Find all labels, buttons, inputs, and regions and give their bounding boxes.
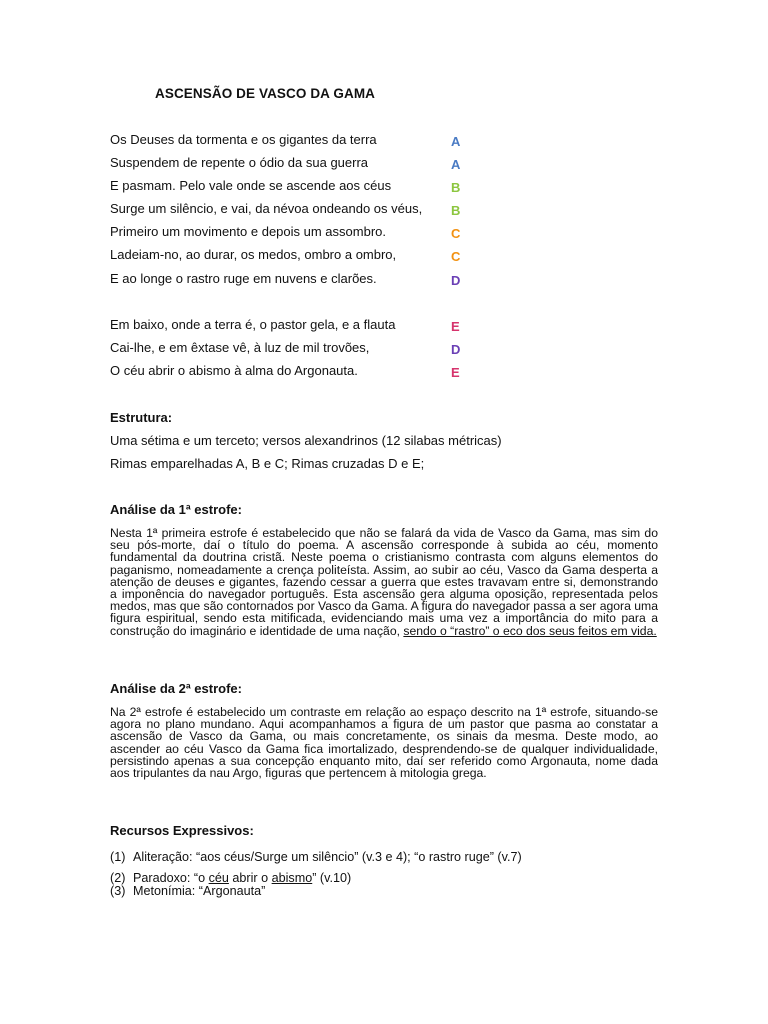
list-item (110, 885, 522, 898)
verse-3: E pasmam. Pelo vale onde se ascende aos céus (110, 178, 392, 193)
underlined-word: abismo (271, 871, 313, 885)
rhyme-mark-3: B (451, 180, 461, 195)
verse-4: Surge um silêncio, e vai, da névoa ondeando os véus, (110, 201, 423, 216)
verse-5: Primeiro um movimento e depois um assombro. (110, 224, 386, 239)
underlined-word: céu (208, 871, 229, 885)
verse-10: O céu abrir o abismo à alma do Argonauta. (110, 363, 358, 378)
verse-8: Em baixo, onde a terra é, o pastor gela, e a flauta (110, 317, 396, 332)
list-text-part: Paradoxo: “o (133, 871, 209, 885)
verse-1: Os Deuses da tormenta e os gigantes da terra (110, 132, 377, 147)
analise1-text: Nesta 1ª primeira estrofe é estabelecido que não se falará da vida de Vasco da Gama, mas sim do seu pós-morte, daí o título do poema. A ascensão corresponde à subida ao céu, momento fundamental da doutrina cristã. Neste poema o cristianismo contrasta com alguns elementos do paganismo, nomeadamente a crença politeísta. Assim, ao subir ao céu, Vasco da Gama desperta a atenção de deuses e gigantes, fazendo cessar a guerra que estes travavam entre si, demonstrando a imponência do navegador português. Esta ascensão gera alguma oposição, representada pelos medos, mas que são contornados por Vasco da Gama. A figura do navegador passa a ser agora uma figura espiritual, sendo esta mitificada, evidenciando mais uma vez a importância do mito para a construção do imaginário e identidade de uma nação, (110, 526, 658, 638)
analise2-heading: Análise da 2ª estrofe: (110, 681, 242, 696)
verse-7: E ao longe o rastro ruge em nuvens e clarões. (110, 271, 377, 286)
rhyme-mark-10: E (451, 365, 460, 380)
recursos-heading: Recursos Expressivos: (110, 823, 254, 838)
list-item (110, 851, 522, 864)
list-text-part: ” (v.10) (312, 871, 352, 885)
rhyme-mark-7: D (451, 273, 461, 288)
list-text: Aliteração: “aos céus/Surge um silêncio” (v.3 e 4); “o rastro ruge” (v.7) (133, 850, 522, 864)
list-text-part: abrir o (228, 871, 272, 885)
verse-9: Cai-lhe, e em êxtase vê, à luz de mil trovões, (110, 340, 370, 355)
rhyme-mark-5: C (451, 226, 461, 241)
recursos-list (110, 851, 522, 898)
estrutura-line-2: Rimas emparelhadas A, B e C; Rimas cruzadas D e E; (110, 456, 425, 471)
rhyme-mark-4: B (451, 203, 461, 218)
rhyme-mark-8: E (451, 319, 460, 334)
rhyme-mark-2: A (451, 157, 461, 172)
estrutura-heading: Estrutura: (110, 410, 173, 425)
estrutura-line-1: Uma sétima e um terceto; versos alexandrinos (12 silabas métricas) (110, 433, 502, 448)
poem-title: ASCENSÃO DE VASCO DA GAMA (155, 86, 376, 101)
analise1-underlined-text: sendo o “rastro” o eco dos seus feitos em vida. (403, 623, 657, 638)
analise1-paragraph (110, 527, 658, 637)
verse-2: Suspendem de repente o ódio da sua guerra (110, 155, 369, 170)
analise1-heading: Análise da 1ª estrofe: (110, 502, 242, 517)
list-number: (2) (110, 871, 126, 885)
verse-6: Ladeiam-no, ao durar, os medos, ombro a ombro, (110, 247, 397, 262)
rhyme-mark-6: C (451, 249, 461, 264)
analise2-paragraph: Na 2ª estrofe é estabelecido um contraste em relação ao espaço descrito na 1ª estrofe, situando-se agora no plano mundano. Aqui acompanhamos a figura de um pastor que pasma ao constatar a ascensão de Vasco da Gama, ou mais concretamente, os sinais da mesma. Deste modo, ao ascender ao céu Vasco da Gama fica imortalizado, desprendendo-se de qualquer individualidade, persistindo apenas a sua concepção enquanto mito, daí ser referido como Argonauta, nome dada aos tripulantes da nau Argo, figuras que pertencem à mitologia grega. (110, 705, 658, 781)
rhyme-mark-9: D (451, 342, 461, 357)
list-number: (1) (110, 850, 126, 864)
list-text: Metonímia: “Argonauta” (133, 884, 266, 898)
rhyme-mark-1: A (451, 134, 461, 149)
list-number: (3) (110, 884, 126, 898)
